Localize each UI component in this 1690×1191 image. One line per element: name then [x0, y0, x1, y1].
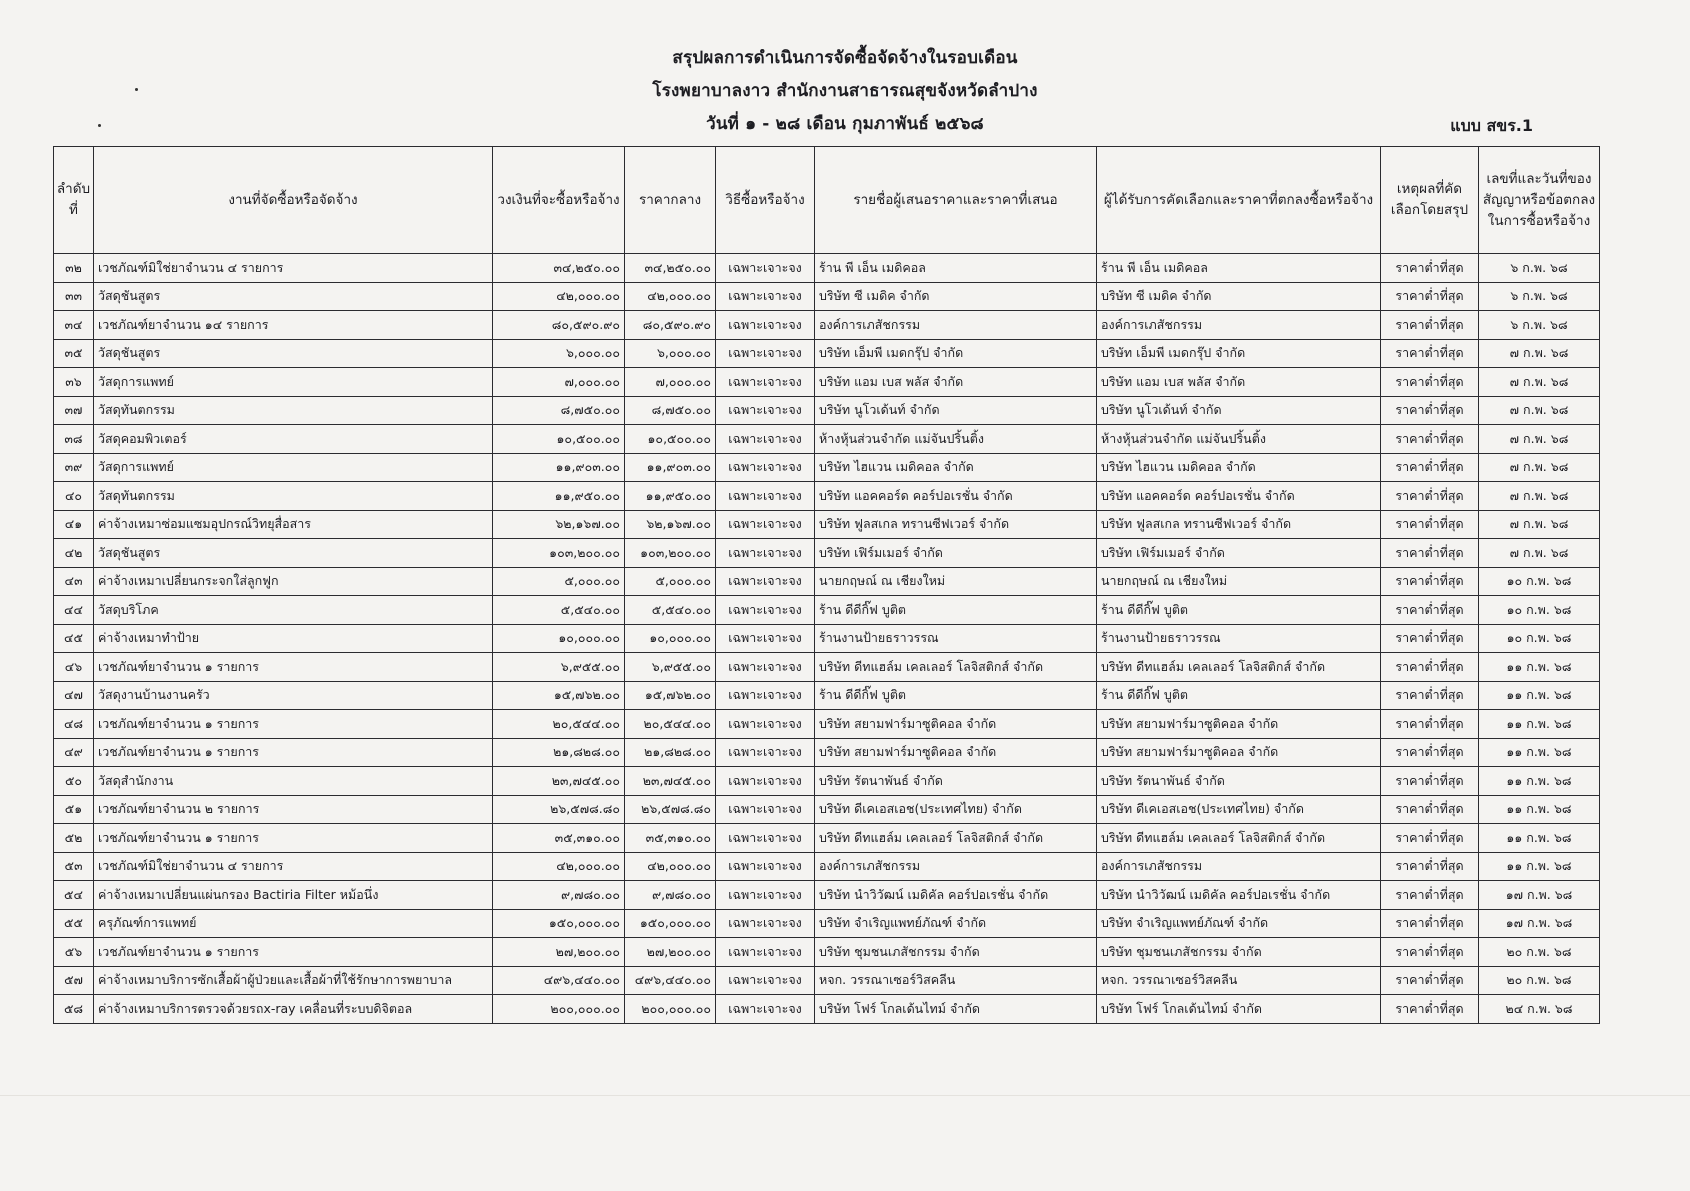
median-price: ๑๕๐,๐๐๐.๐๐	[625, 909, 716, 938]
selected-vendor: บริษัท โฟร์ โกลเด้นไทม์ จำกัด	[1097, 995, 1381, 1024]
method: เฉพาะเจาะจง	[716, 824, 815, 853]
method: เฉพาะเจาะจง	[716, 339, 815, 368]
item-name: เวชภัณฑ์ยาจำนวน ๑๔ รายการ	[94, 311, 493, 340]
item-name: ค่าจ้างเหมาซ่อมแซมอุปกรณ์วิทยุสื่อสาร	[94, 510, 493, 539]
form-code: แบบ สขร.1	[1450, 116, 1533, 135]
table-row	[54, 767, 1600, 796]
reason: ราคาต่ำที่สุด	[1381, 710, 1479, 739]
contract-date: ๑๗ ก.พ. ๖๘	[1479, 881, 1600, 910]
row-number: ๔๖	[54, 653, 94, 682]
budget: ๒๑,๘๒๘.๐๐	[493, 738, 625, 767]
selected-vendor: องค์การเภสัชกรรม	[1097, 852, 1381, 881]
row-number: ๔๘	[54, 710, 94, 739]
reason: ราคาต่ำที่สุด	[1381, 653, 1479, 682]
contract-date: ๒๔ ก.พ. ๖๘	[1479, 995, 1600, 1024]
table-row	[54, 995, 1600, 1024]
budget: ๑๑,๙๐๓.๐๐	[493, 453, 625, 482]
bidder: ห้างหุ้นส่วนจำกัด แม่จันปริ้นติ้ง	[815, 425, 1097, 454]
budget: ๓๕,๓๑๐.๐๐	[493, 824, 625, 853]
budget: ๙,๗๘๐.๐๐	[493, 881, 625, 910]
method: เฉพาะเจาะจง	[716, 795, 815, 824]
contract-date: ๑๑ ก.พ. ๖๘	[1479, 795, 1600, 824]
method: เฉพาะเจาะจง	[716, 482, 815, 511]
reason: ราคาต่ำที่สุด	[1381, 852, 1479, 881]
scan-dot	[135, 88, 138, 91]
row-number: ๓๒	[54, 254, 94, 283]
bidder: บริษัท แอคคอร์ด คอร์ปอเรชั่น จำกัด	[815, 482, 1097, 511]
bidder: ร้าน พี เอ็น เมดิคอล	[815, 254, 1097, 283]
table-row	[54, 453, 1600, 482]
median-price: ๖๒,๑๖๗.๐๐	[625, 510, 716, 539]
method: เฉพาะเจาะจง	[716, 567, 815, 596]
row-number: ๓๔	[54, 311, 94, 340]
table-row	[54, 881, 1600, 910]
contract-date: ๑๑ ก.พ. ๖๘	[1479, 653, 1600, 682]
method: เฉพาะเจาะจง	[716, 995, 815, 1024]
contract-date: ๑๑ ก.พ. ๖๘	[1479, 738, 1600, 767]
reason: ราคาต่ำที่สุด	[1381, 881, 1479, 910]
reason: ราคาต่ำที่สุด	[1381, 995, 1479, 1024]
table-row	[54, 254, 1600, 283]
reason: ราคาต่ำที่สุด	[1381, 482, 1479, 511]
method: เฉพาะเจาะจง	[716, 852, 815, 881]
reason: ราคาต่ำที่สุด	[1381, 738, 1479, 767]
budget: ๕,๕๔๐.๐๐	[493, 596, 625, 625]
median-price: ๗,๐๐๐.๐๐	[625, 368, 716, 397]
contract-date: ๒๐ ก.พ. ๖๘	[1479, 966, 1600, 995]
contract-date: ๑๐ ก.พ. ๖๘	[1479, 567, 1600, 596]
contract-date: ๑๑ ก.พ. ๖๘	[1479, 824, 1600, 853]
bidder: บริษัท ไฮแวน เมดิคอล จำกัด	[815, 453, 1097, 482]
median-price: ๘,๗๕๐.๐๐	[625, 396, 716, 425]
row-number: ๓๘	[54, 425, 94, 454]
table-row	[54, 824, 1600, 853]
procurement-table	[53, 146, 1600, 1024]
contract-date: ๗ ก.พ. ๖๘	[1479, 396, 1600, 425]
table-row	[54, 368, 1600, 397]
table-row	[54, 938, 1600, 967]
median-price: ๔๙๖,๔๔๐.๐๐	[625, 966, 716, 995]
table-row	[54, 567, 1600, 596]
row-number: ๓๙	[54, 453, 94, 482]
budget: ๑๐๓,๒๐๐.๐๐	[493, 539, 625, 568]
bidder: บริษัท ดีทแฮล์ม เคลเลอร์ โลจิสติกส์ จำกัด	[815, 653, 1097, 682]
selected-vendor: หจก. วรรณาเซอร์วิสคลีน	[1097, 966, 1381, 995]
method: เฉพาะเจาะจง	[716, 738, 815, 767]
budget: ๔๙๖,๔๔๐.๐๐	[493, 966, 625, 995]
bidder: บริษัท ดีทแฮล์ม เคลเลอร์ โลจิสติกส์ จำกัด	[815, 824, 1097, 853]
item-name: ค่าจ้างเหมาบริการตรวจด้วยรถx-ray เคลื่อนที่ระบบดิจิตอล	[94, 995, 493, 1024]
method: เฉพาะเจาะจง	[716, 510, 815, 539]
reason: ราคาต่ำที่สุด	[1381, 311, 1479, 340]
contract-date: ๗ ก.พ. ๖๘	[1479, 539, 1600, 568]
item-name: วัสดุชันสูตร	[94, 339, 493, 368]
median-price: ๑๑,๙๕๐.๐๐	[625, 482, 716, 511]
selected-vendor: บริษัท สยามฟาร์มาซูติคอล จำกัด	[1097, 738, 1381, 767]
contract-date: ๖ ก.พ. ๖๘	[1479, 282, 1600, 311]
median-price: ๒๓,๗๔๕.๐๐	[625, 767, 716, 796]
selected-vendor: บริษัท ดีเคเอสเอช(ประเทศไทย) จำกัด	[1097, 795, 1381, 824]
row-number: ๓๓	[54, 282, 94, 311]
table-row	[54, 710, 1600, 739]
median-price: ๒๗,๒๐๐.๐๐	[625, 938, 716, 967]
bidder: องค์การเภสัชกรรม	[815, 311, 1097, 340]
budget: ๗,๐๐๐.๐๐	[493, 368, 625, 397]
row-number: ๕๔	[54, 881, 94, 910]
row-number: ๔๒	[54, 539, 94, 568]
budget: ๑๐,๕๐๐.๐๐	[493, 425, 625, 454]
method: เฉพาะเจาะจง	[716, 881, 815, 910]
method: เฉพาะเจาะจง	[716, 966, 815, 995]
selected-vendor: บริษัท แอม เบส พลัส จำกัด	[1097, 368, 1381, 397]
table-row	[54, 539, 1600, 568]
table-row	[54, 425, 1600, 454]
method: เฉพาะเจาะจง	[716, 653, 815, 682]
median-price: ๑๐,๐๐๐.๐๐	[625, 624, 716, 653]
bidder: บริษัท นูโวเด้นท์ จำกัด	[815, 396, 1097, 425]
method: เฉพาะเจาะจง	[716, 624, 815, 653]
selected-vendor: นายกฤษณ์ ณ เชียงใหม่	[1097, 567, 1381, 596]
median-price: ๖,๙๕๕.๐๐	[625, 653, 716, 682]
report-period: วันที่ ๑ - ๒๘ เดือน กุมภาพันธ์ ๒๕๖๘	[706, 114, 984, 134]
contract-date: ๗ ก.พ. ๖๘	[1479, 510, 1600, 539]
median-price: ๓๕,๓๑๐.๐๐	[625, 824, 716, 853]
reason: ราคาต่ำที่สุด	[1381, 396, 1479, 425]
reason: ราคาต่ำที่สุด	[1381, 596, 1479, 625]
bidder: บริษัท เฟิร์มเมอร์ จำกัด	[815, 539, 1097, 568]
bidder: บริษัท ดีเคเอสเอช(ประเทศไทย) จำกัด	[815, 795, 1097, 824]
item-name: วัสดุทันตกรรม	[94, 482, 493, 511]
selected-vendor: บริษัท รัตนาพันธ์ จำกัด	[1097, 767, 1381, 796]
reason: ราคาต่ำที่สุด	[1381, 624, 1479, 653]
method: เฉพาะเจาะจง	[716, 396, 815, 425]
row-number: ๓๗	[54, 396, 94, 425]
reason: ราคาต่ำที่สุด	[1381, 795, 1479, 824]
table-row	[54, 510, 1600, 539]
item-name: วัสดุสำนักงาน	[94, 767, 493, 796]
method: เฉพาะเจาะจง	[716, 311, 815, 340]
table-row	[54, 339, 1600, 368]
bidder: บริษัท ซี เมดิค จำกัด	[815, 282, 1097, 311]
budget: ๒๗,๒๐๐.๐๐	[493, 938, 625, 967]
row-number: ๔๐	[54, 482, 94, 511]
reason: ราคาต่ำที่สุด	[1381, 282, 1479, 311]
col-header-no: ลำดับที่	[54, 147, 94, 254]
row-number: ๕๐	[54, 767, 94, 796]
method: เฉพาะเจาะจง	[716, 909, 815, 938]
reason: ราคาต่ำที่สุด	[1381, 539, 1479, 568]
selected-vendor: บริษัท ซี เมดิค จำกัด	[1097, 282, 1381, 311]
col-header-item: งานที่จัดซื้อหรือจัดจ้าง	[94, 147, 493, 254]
row-number: ๔๕	[54, 624, 94, 653]
median-price: ๕,๐๐๐.๐๐	[625, 567, 716, 596]
budget: ๑๑,๙๕๐.๐๐	[493, 482, 625, 511]
item-name: เวชภัณฑ์ยาจำนวน ๑ รายการ	[94, 824, 493, 853]
method: เฉพาะเจาะจง	[716, 453, 815, 482]
bidder: บริษัท เอ็มพี เมดกรุ๊ป จำกัด	[815, 339, 1097, 368]
row-number: ๓๖	[54, 368, 94, 397]
item-name: วัสดุบริโภค	[94, 596, 493, 625]
contract-date: ๑๐ ก.พ. ๖๘	[1479, 624, 1600, 653]
table-row	[54, 396, 1600, 425]
median-price: ๒๑,๘๒๘.๐๐	[625, 738, 716, 767]
col-header-contract: เลขที่และวันที่ของสัญญาหรือข้อตกลงในการซื้อหรือจ้าง	[1479, 147, 1600, 254]
bidder: บริษัท จำเริญแพทย์ภัณฑ์ จำกัด	[815, 909, 1097, 938]
selected-vendor: ห้างหุ้นส่วนจำกัด แม่จันปริ้นติ้ง	[1097, 425, 1381, 454]
selected-vendor: บริษัท สยามฟาร์มาซูติคอล จำกัด	[1097, 710, 1381, 739]
budget: ๒๓,๗๔๕.๐๐	[493, 767, 625, 796]
selected-vendor: ร้าน พี เอ็น เมดิคอล	[1097, 254, 1381, 283]
contract-date: ๑๗ ก.พ. ๖๘	[1479, 909, 1600, 938]
reason: ราคาต่ำที่สุด	[1381, 368, 1479, 397]
selected-vendor: ร้าน ดีดีกิ๊ฟ บูติต	[1097, 681, 1381, 710]
method: เฉพาะเจาะจง	[716, 938, 815, 967]
reason: ราคาต่ำที่สุด	[1381, 510, 1479, 539]
method: เฉพาะเจาะจง	[716, 282, 815, 311]
table-row	[54, 738, 1600, 767]
selected-vendor: บริษัท ไฮแวน เมดิคอล จำกัด	[1097, 453, 1381, 482]
item-name: เวชภัณฑ์ยาจำนวน ๑ รายการ	[94, 653, 493, 682]
contract-date: ๑๑ ก.พ. ๖๘	[1479, 767, 1600, 796]
budget: ๑๕,๗๖๒.๐๐	[493, 681, 625, 710]
selected-vendor: บริษัท ดีทแฮล์ม เคลเลอร์ โลจิสติกส์ จำกัด	[1097, 824, 1381, 853]
col-header-bidders: รายชื่อผู้เสนอราคาและราคาที่เสนอ	[815, 147, 1097, 254]
contract-date: ๗ ก.พ. ๖๘	[1479, 425, 1600, 454]
median-price: ๖,๐๐๐.๐๐	[625, 339, 716, 368]
selected-vendor: บริษัท ดีทแฮล์ม เคลเลอร์ โลจิสติกส์ จำกัด	[1097, 653, 1381, 682]
col-header-budget: วงเงินที่จะซื้อหรือจ้าง	[493, 147, 625, 254]
col-header-selected: ผู้ได้รับการคัดเลือกและราคาที่ตกลงซื้อหรือจ้าง	[1097, 147, 1381, 254]
method: เฉพาะเจาะจง	[716, 539, 815, 568]
selected-vendor: บริษัท นำวิวัฒน์ เมดิคัล คอร์ปอเรชั่น จำกัด	[1097, 881, 1381, 910]
selected-vendor: บริษัท เอ็มพี เมดกรุ๊ป จำกัด	[1097, 339, 1381, 368]
organization-title: โรงพยาบาลงาว สำนักงานสาธารณสุขจังหวัดลำปาง	[652, 81, 1038, 101]
table-row	[54, 624, 1600, 653]
median-price: ๔๒,๐๐๐.๐๐	[625, 852, 716, 881]
budget: ๓๔,๒๕๐.๐๐	[493, 254, 625, 283]
budget: ๔๒,๐๐๐.๐๐	[493, 852, 625, 881]
table-row	[54, 282, 1600, 311]
table-row	[54, 909, 1600, 938]
budget: ๖,๙๕๕.๐๐	[493, 653, 625, 682]
item-name: วัสดุคอมพิวเตอร์	[94, 425, 493, 454]
median-price: ๒๐๐,๐๐๐.๐๐	[625, 995, 716, 1024]
item-name: เวชภัณฑ์ยาจำนวน ๑ รายการ	[94, 710, 493, 739]
selected-vendor: องค์การเภสัชกรรม	[1097, 311, 1381, 340]
median-price: ๑๐,๕๐๐.๐๐	[625, 425, 716, 454]
budget: ๔๒,๐๐๐.๐๐	[493, 282, 625, 311]
item-name: ค่าจ้างเหมาเปลี่ยนกระจกใส่ลูกฟูก	[94, 567, 493, 596]
reason: ราคาต่ำที่สุด	[1381, 339, 1479, 368]
row-number: ๔๔	[54, 596, 94, 625]
bidder: ร้าน ดีดีกิ๊ฟ บูติต	[815, 596, 1097, 625]
bidder: นายกฤษณ์ ณ เชียงใหม่	[815, 567, 1097, 596]
method: เฉพาะเจาะจง	[716, 596, 815, 625]
budget: ๒๖,๕๗๘.๘๐	[493, 795, 625, 824]
method: เฉพาะเจาะจง	[716, 254, 815, 283]
reason: ราคาต่ำที่สุด	[1381, 909, 1479, 938]
row-number: ๕๕	[54, 909, 94, 938]
reason: ราคาต่ำที่สุด	[1381, 767, 1479, 796]
contract-date: ๑๑ ก.พ. ๖๘	[1479, 852, 1600, 881]
row-number: ๕๘	[54, 995, 94, 1024]
budget: ๒๐๐,๐๐๐.๐๐	[493, 995, 625, 1024]
selected-vendor: ร้าน ดีดีกิ๊ฟ บูติต	[1097, 596, 1381, 625]
table-row	[54, 311, 1600, 340]
budget: ๖,๐๐๐.๐๐	[493, 339, 625, 368]
row-number: ๕๒	[54, 824, 94, 853]
reason: ราคาต่ำที่สุด	[1381, 453, 1479, 482]
contract-date: ๖ ก.พ. ๖๘	[1479, 311, 1600, 340]
item-name: วัสดุชันสูตร	[94, 282, 493, 311]
item-name: ครุภัณฑ์การแพทย์	[94, 909, 493, 938]
reason: ราคาต่ำที่สุด	[1381, 567, 1479, 596]
item-name: วัสดุทันตกรรม	[94, 396, 493, 425]
median-price: ๑๑,๙๐๓.๐๐	[625, 453, 716, 482]
row-number: ๓๕	[54, 339, 94, 368]
contract-date: ๑๐ ก.พ. ๖๘	[1479, 596, 1600, 625]
item-name: เวชภัณฑ์ยาจำนวน ๑ รายการ	[94, 938, 493, 967]
contract-date: ๗ ก.พ. ๖๘	[1479, 339, 1600, 368]
item-name: วัสดุชันสูตร	[94, 539, 493, 568]
bidder: บริษัท ชุมชนเภสัชกรรม จำกัด	[815, 938, 1097, 967]
bidder: บริษัท สยามฟาร์มาซูติคอล จำกัด	[815, 710, 1097, 739]
selected-vendor: ร้านงานป้ายธราวรรณ	[1097, 624, 1381, 653]
bidder: ร้านงานป้ายธราวรรณ	[815, 624, 1097, 653]
table-row	[54, 482, 1600, 511]
contract-date: ๗ ก.พ. ๖๘	[1479, 482, 1600, 511]
bidder: บริษัท โฟร์ โกลเด้นไทม์ จำกัด	[815, 995, 1097, 1024]
method: เฉพาะเจาะจง	[716, 368, 815, 397]
budget: ๑๕๐,๐๐๐.๐๐	[493, 909, 625, 938]
bidder: องค์การเภสัชกรรม	[815, 852, 1097, 881]
table-row	[54, 852, 1600, 881]
median-price: ๔๒,๐๐๐.๐๐	[625, 282, 716, 311]
bidder: หจก. วรรณาเซอร์วิสคลีน	[815, 966, 1097, 995]
budget: ๘,๗๕๐.๐๐	[493, 396, 625, 425]
bidder: ร้าน ดีดีกิ๊ฟ บูติต	[815, 681, 1097, 710]
row-number: ๕๖	[54, 938, 94, 967]
reason: ราคาต่ำที่สุด	[1381, 681, 1479, 710]
row-number: ๕๗	[54, 966, 94, 995]
item-name: วัสดุการแพทย์	[94, 453, 493, 482]
median-price: ๑๐๓,๒๐๐.๐๐	[625, 539, 716, 568]
method: เฉพาะเจาะจง	[716, 710, 815, 739]
median-price: ๑๕,๗๖๒.๐๐	[625, 681, 716, 710]
contract-date: ๖ ก.พ. ๖๘	[1479, 254, 1600, 283]
selected-vendor: บริษัท แอคคอร์ด คอร์ปอเรชั่น จำกัด	[1097, 482, 1381, 511]
selected-vendor: บริษัท ฟูลสเกล ทรานซีฟเวอร์ จำกัด	[1097, 510, 1381, 539]
col-header-reason: เหตุผลที่คัดเลือกโดยสรุป	[1381, 147, 1479, 254]
selected-vendor: บริษัท นูโวเด้นท์ จำกัด	[1097, 396, 1381, 425]
bidder: บริษัท นำวิวัฒน์ เมดิคัล คอร์ปอเรชั่น จำกัด	[815, 881, 1097, 910]
item-name: ค่าจ้างเหมาทำป้าย	[94, 624, 493, 653]
table-row	[54, 681, 1600, 710]
selected-vendor: บริษัท เฟิร์มเมอร์ จำกัด	[1097, 539, 1381, 568]
contract-date: ๗ ก.พ. ๖๘	[1479, 453, 1600, 482]
contract-date: ๗ ก.พ. ๖๘	[1479, 368, 1600, 397]
method: เฉพาะเจาะจง	[716, 425, 815, 454]
method: เฉพาะเจาะจง	[716, 767, 815, 796]
item-name: เวชภัณฑ์มิใช่ยาจำนวน ๔ รายการ	[94, 254, 493, 283]
row-number: ๔๗	[54, 681, 94, 710]
scan-edge	[0, 1095, 1690, 1096]
selected-vendor: บริษัท จำเริญแพทย์ภัณฑ์ จำกัด	[1097, 909, 1381, 938]
bidder: บริษัท สยามฟาร์มาซูติคอล จำกัด	[815, 738, 1097, 767]
bidder: บริษัท แอม เบส พลัส จำกัด	[815, 368, 1097, 397]
scan-dot	[98, 124, 101, 127]
selected-vendor: บริษัท ชุมชนเภสัชกรรม จำกัด	[1097, 938, 1381, 967]
table-row	[54, 596, 1600, 625]
row-number: ๕๓	[54, 852, 94, 881]
table-row	[54, 653, 1600, 682]
budget: ๕,๐๐๐.๐๐	[493, 567, 625, 596]
item-name: วัสดุงานบ้านงานครัว	[94, 681, 493, 710]
budget: ๒๐,๕๔๔.๐๐	[493, 710, 625, 739]
median-price: ๒๖,๕๗๘.๘๐	[625, 795, 716, 824]
item-name: เวชภัณฑ์ยาจำนวน ๑ รายการ	[94, 738, 493, 767]
table-row	[54, 795, 1600, 824]
item-name: เวชภัณฑ์ยาจำนวน ๒ รายการ	[94, 795, 493, 824]
item-name: ค่าจ้างเหมาบริการซักเสื้อผ้าผู้ป่วยและเสื้อผ้าที่ใช้รักษาการพยาบาล	[94, 966, 493, 995]
contract-date: ๒๐ ก.พ. ๖๘	[1479, 938, 1600, 967]
row-number: ๔๙	[54, 738, 94, 767]
item-name: วัสดุการแพทย์	[94, 368, 493, 397]
bidder: บริษัท ฟูลสเกล ทรานซีฟเวอร์ จำกัด	[815, 510, 1097, 539]
report-title: สรุปผลการดำเนินการจัดซื้อจัดจ้างในรอบเดือน	[672, 48, 1018, 68]
budget: ๘๐,๕๙๐.๙๐	[493, 311, 625, 340]
reason: ราคาต่ำที่สุด	[1381, 966, 1479, 995]
median-price: ๙,๗๘๐.๐๐	[625, 881, 716, 910]
reason: ราคาต่ำที่สุด	[1381, 824, 1479, 853]
table-header-row	[54, 147, 1600, 254]
median-price: ๘๐,๕๙๐.๙๐	[625, 311, 716, 340]
row-number: ๔๑	[54, 510, 94, 539]
reason: ราคาต่ำที่สุด	[1381, 254, 1479, 283]
col-header-median-price: ราคากลาง	[625, 147, 716, 254]
item-name: เวชภัณฑ์มิใช่ยาจำนวน ๔ รายการ	[94, 852, 493, 881]
reason: ราคาต่ำที่สุด	[1381, 938, 1479, 967]
budget: ๑๐,๐๐๐.๐๐	[493, 624, 625, 653]
median-price: ๕,๕๔๐.๐๐	[625, 596, 716, 625]
reason: ราคาต่ำที่สุด	[1381, 425, 1479, 454]
row-number: ๔๓	[54, 567, 94, 596]
row-number: ๕๑	[54, 795, 94, 824]
table-row	[54, 966, 1600, 995]
contract-date: ๑๑ ก.พ. ๖๘	[1479, 710, 1600, 739]
col-header-method: วิธีซื้อหรือจ้าง	[716, 147, 815, 254]
bidder: บริษัท รัตนาพันธ์ จำกัด	[815, 767, 1097, 796]
contract-date: ๑๑ ก.พ. ๖๘	[1479, 681, 1600, 710]
method: เฉพาะเจาะจง	[716, 681, 815, 710]
item-name: ค่าจ้างเหมาเปลี่ยนแผ่นกรอง Bactiria Filter หม้อนึ่ง	[94, 881, 493, 910]
budget: ๖๒,๑๖๗.๐๐	[493, 510, 625, 539]
median-price: ๒๐,๕๔๔.๐๐	[625, 710, 716, 739]
median-price: ๓๔,๒๕๐.๐๐	[625, 254, 716, 283]
